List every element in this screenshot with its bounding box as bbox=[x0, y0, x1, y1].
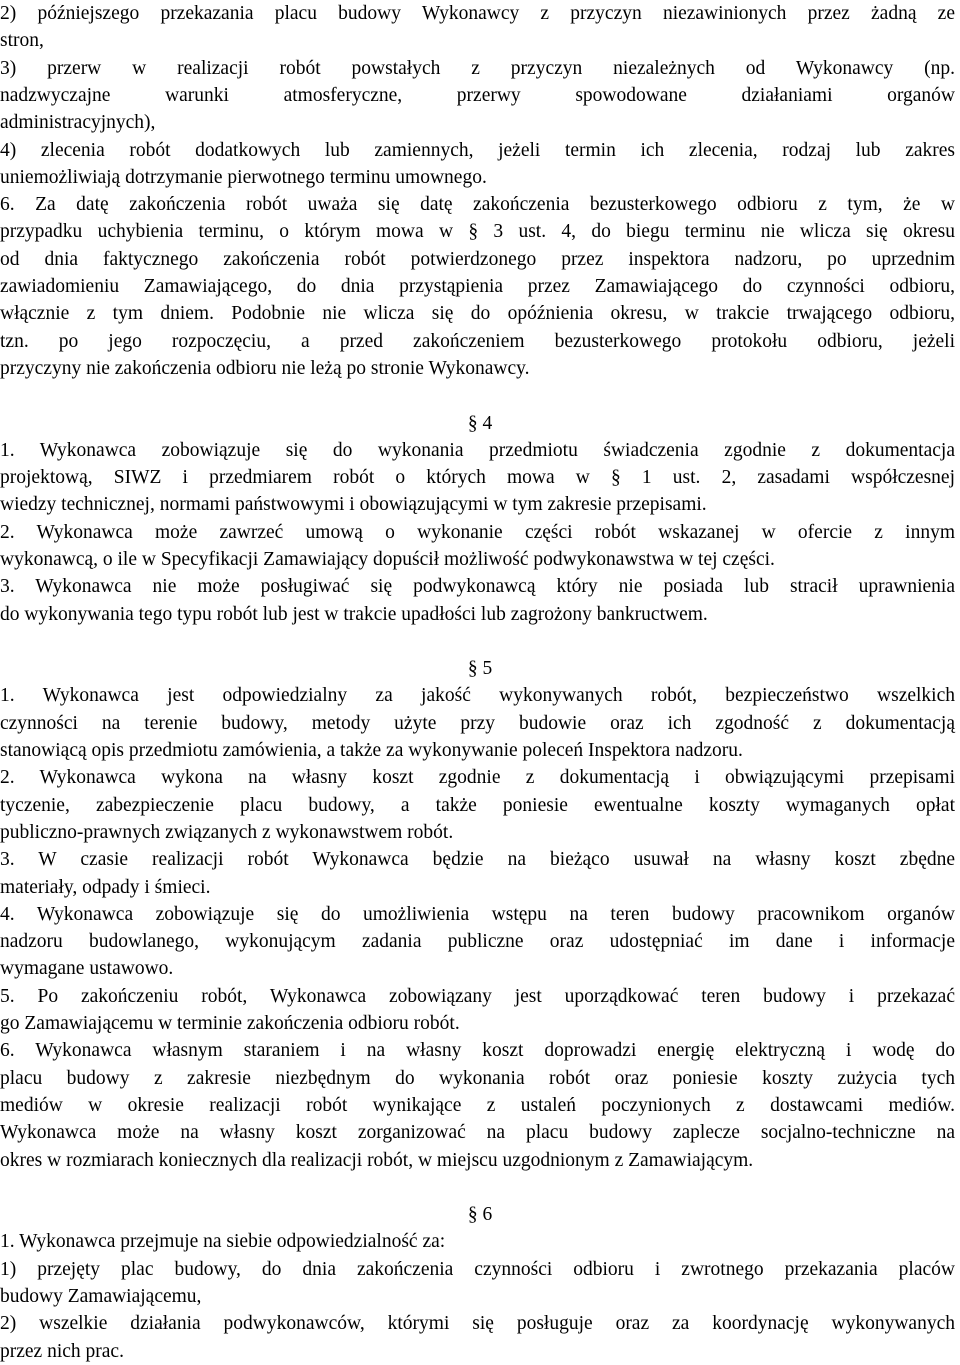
paragraph-line: stron, bbox=[0, 30, 44, 51]
paragraph-line: 1. Wykonawca jest odpowiedzialny za jakość wykonywanych robót, bezpieczeństwo wszelkich bbox=[0, 685, 955, 706]
paragraph-line: publiczno-prawnych związanych z wykonawstwem robót. bbox=[0, 822, 454, 843]
paragraph-line: nadzwyczajne warunki atmosferyczne, przerwy spowodowane działaniami organów bbox=[0, 85, 955, 106]
paragraph-line: 3. Wykonawca nie może posługiwać się podwykonawcą który nie posiada lub stracił uprawnienia bbox=[0, 576, 955, 597]
paragraph-line: czynności na terenie budowy, metody użyte przy budowie oraz ich zgodność z dokumentacją bbox=[0, 713, 955, 734]
paragraph-line: tyczenie, zabezpieczenie placu budowy, a także poniesie ewentualne koszty wymaganych opłat bbox=[0, 795, 955, 816]
paragraph-line: 3. W czasie realizacji robót Wykonawca będzie na bieżąco usuwał na własny koszt zbędne bbox=[0, 849, 955, 870]
paragraph-line: 3) przerw w realizacji robót powstałych z przyczyn niezależnych od Wykonawcy (np. bbox=[0, 58, 955, 79]
paragraph-line: 2) późniejszego przekazania placu budowy Wykonawcy z przyczyn niezawinionych przez żadną ze bbox=[0, 3, 955, 24]
paragraph-line: od dnia faktycznego zakończenia robót potwierdzonego przez inspektora nadzoru, po uprzednim bbox=[0, 249, 955, 270]
paragraph-line: wykonawcą, o ile w Specyfikacji Zamawiający dopuścił możliwość podwykonawstwa w tej części. bbox=[0, 549, 775, 570]
paragraph-line: zawiadomieniu Zamawiającego, do dnia przystąpienia przez Zamawiającego do czynności odbioru, bbox=[0, 276, 955, 297]
paragraph-line: przez nich prac. bbox=[0, 1341, 124, 1362]
paragraph-line: 4. Wykonawca zobowiązuje się do umożliwienia wstępu na teren budowy pracownikom organów bbox=[0, 904, 955, 925]
paragraph-line: go Zamawiającemu w terminie zakończenia odbioru robót. bbox=[0, 1013, 460, 1034]
paragraph-line: 1. Wykonawca zobowiązuje się do wykonania przedmiotu świadczenia zgodnie z dokumentacja bbox=[0, 440, 955, 461]
paragraph-line: włącznie z tym dniem. Podobnie nie wlicza się do opóźnienia okresu, w trakcie trwającego odbioru, bbox=[0, 303, 955, 324]
section-heading: § 6 bbox=[467, 1204, 493, 1225]
paragraph-line: placu budowy z zakresie niezbędnym do wykonania robót oraz poniesie koszty zużycia tych bbox=[0, 1068, 955, 1089]
section-heading: § 5 bbox=[467, 658, 493, 679]
paragraph-line: wiedzy technicznej, normami państwowymi i obowiązującymi w tym zakresie przepisami. bbox=[0, 494, 707, 515]
paragraph-line: 2. Wykonawca może zawrzeć umową o wykonanie części robót wskazanej w ofercie z innym bbox=[0, 522, 955, 543]
paragraph-line: tzn. po jego rozpoczęciu, a przed zakończeniem bezusterkowego protokołu odbioru, jeżeli bbox=[0, 331, 955, 352]
paragraph-line: 6. Wykonawca własnym staraniem i na własny koszt doprowadzi energię elektryczną i wodę do bbox=[0, 1040, 955, 1061]
paragraph-line: 5. Po zakończeniu robót, Wykonawca zobowiązany jest uporządkować teren budowy i przekazać bbox=[0, 986, 955, 1007]
paragraph-line: wymagane ustawowo. bbox=[0, 958, 174, 979]
paragraph-line: 1. Wykonawca przejmuje na siebie odpowiedzialność za: bbox=[0, 1231, 446, 1252]
paragraph-line: stanowiącą opis przedmiotu zamówienia, a także za wykonywanie poleceń Inspektora nadzoru. bbox=[0, 740, 743, 761]
section-heading: § 4 bbox=[467, 413, 493, 434]
paragraph-line: 4) zlecenia robót dodatkowych lub zamiennych, jeżeli termin ich zlecenia, rodzaj lub zakres bbox=[0, 140, 955, 161]
paragraph-line: administracyjnych), bbox=[0, 112, 156, 133]
paragraph-line: uniemożliwiają dotrzymanie pierwotnego terminu umownego. bbox=[0, 167, 487, 188]
paragraph-line: okres w rozmiarach koniecznych dla realizacji robót, w miejscu uzgodnionym z Zamawiającym. bbox=[0, 1150, 754, 1171]
paragraph-line: do wykonywania tego typu robót lub jest w trakcie upadłości lub zagrożony bankructwem. bbox=[0, 604, 708, 625]
paragraph-line: 6. Za datę zakończenia robót uważa się datę zakończenia bezusterkowego odbioru z tym, że w bbox=[0, 194, 955, 215]
paragraph-line: przypadku uchybienia terminu, o którym mowa w § 3 ust. 4, do biegu terminu nie wlicza się okresu bbox=[0, 221, 955, 242]
paragraph-line: materiały, odpady i śmieci. bbox=[0, 877, 211, 898]
paragraph-line: 1) przejęty plac budowy, do dnia zakończenia czynności odbioru i zwrotnego przekazania placów bbox=[0, 1259, 955, 1280]
paragraph-line: 2) wszelkie działania podwykonawców, którymi się posługuje oraz za koordynację wykonywanych bbox=[0, 1313, 955, 1334]
paragraph-line: nadzoru budowlanego, wykonującym zadania publiczne oraz udostępniać im dane i informacje bbox=[0, 931, 955, 952]
paragraph-line: Wykonawca może na własny koszt zorganizować na placu budowy zaplecze socjalno-techniczne na bbox=[0, 1122, 955, 1143]
paragraph-line: projektową, SIWZ i przedmiarem robót o których mowa w § 1 ust. 2, zasadami współczesnej bbox=[0, 467, 955, 488]
paragraph-line: mediów w okresie realizacji robót wynikające z ustaleń poczynionych z dostawcami mediów. bbox=[0, 1095, 955, 1116]
paragraph-line: budowy Zamawiającemu, bbox=[0, 1286, 202, 1307]
paragraph-line: 2. Wykonawca wykona na własny koszt zgodnie z dokumentacją i obwiązującymi przepisami bbox=[0, 767, 955, 788]
paragraph-line: przyczyny nie zakończenia odbioru nie leżą po stronie Wykonawcy. bbox=[0, 358, 530, 379]
